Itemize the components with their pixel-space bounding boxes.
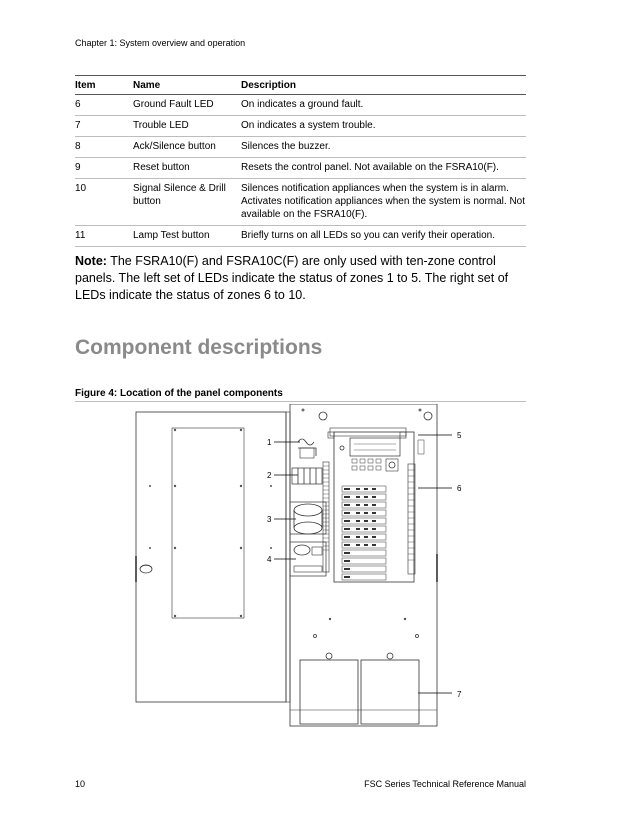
callout-2: 2 (267, 471, 272, 480)
component-table (75, 75, 526, 247)
item-3-transformer (290, 502, 326, 534)
cell-description: On indicates a ground fault. (241, 95, 526, 116)
header-item: Item (75, 76, 133, 95)
table-row (75, 137, 526, 158)
item-1-wiring (298, 439, 316, 458)
cell-description: Silences notification appliances when the system is in alarm. Activates notification appliances when the system is normal. Not available on the FSRA10(F). (241, 179, 526, 226)
cell-item: 6 (75, 95, 133, 116)
cell-item: 8 (75, 137, 133, 158)
table-row (75, 179, 526, 226)
callout-7: 7 (457, 690, 462, 699)
callout-3: 3 (267, 515, 272, 524)
table-header-row (75, 76, 526, 95)
cabinet-door (136, 412, 286, 702)
item-7-batteries (300, 653, 419, 724)
item-2-terminals (292, 468, 322, 484)
cell-name: Lamp Test button (133, 226, 241, 247)
main-control-board (334, 432, 414, 582)
table-row (75, 116, 526, 137)
cell-description: Briefly turns on all LEDs so you can verify their operation. (241, 226, 526, 247)
callout-4: 4 (267, 555, 272, 564)
door-hinge (286, 412, 290, 702)
figure-callouts (267, 431, 462, 699)
callout-1: 1 (267, 438, 272, 447)
note-text: The FSRA10(F) and FSRA10C(F) are only used with ten-zone control panels. The left set of LEDs indicate the status of zones 1 to 5. The right set of LEDs indicate the status of zones 6 to 10. (75, 254, 509, 302)
panel-diagram (130, 404, 475, 729)
table-row (75, 158, 526, 179)
cell-description: Silences the buzzer. (241, 137, 526, 158)
cell-item: 7 (75, 116, 133, 137)
callout-5: 5 (457, 431, 462, 440)
cell-item: 10 (75, 179, 133, 226)
zone-led-rows (342, 486, 386, 580)
power-terminals (328, 428, 406, 438)
running-head: Chapter 1: System overview and operation (75, 38, 246, 48)
figure-caption: Figure 4: Location of the panel components (75, 388, 283, 399)
callout-6: 6 (457, 484, 462, 493)
note-paragraph (75, 253, 535, 304)
cell-description: Resets the control panel. Not available on the FSRA10(F). (241, 158, 526, 179)
terminal-strip-right (408, 440, 424, 574)
table-row (75, 226, 526, 247)
cell-name: Ack/Silence button (133, 137, 241, 158)
figure-rule (75, 401, 526, 402)
cell-name: Trouble LED (133, 116, 241, 137)
manual-title: FSC Series Technical Reference Manual (364, 779, 526, 789)
cell-item: 9 (75, 158, 133, 179)
section-title: Component descriptions (75, 336, 323, 359)
cell-description: On indicates a system trouble. (241, 116, 526, 137)
cell-name: Ground Fault LED (133, 95, 241, 116)
header-name: Name (133, 76, 241, 95)
cell-name: Reset button (133, 158, 241, 179)
header-description: Description (241, 76, 526, 95)
cell-item: 11 (75, 226, 133, 247)
page-number: 10 (75, 779, 86, 789)
mounting-holes (314, 618, 419, 638)
table-row (75, 95, 526, 116)
note-label: Note: (75, 254, 107, 268)
cell-name: Signal Silence & Drill button (133, 179, 241, 226)
